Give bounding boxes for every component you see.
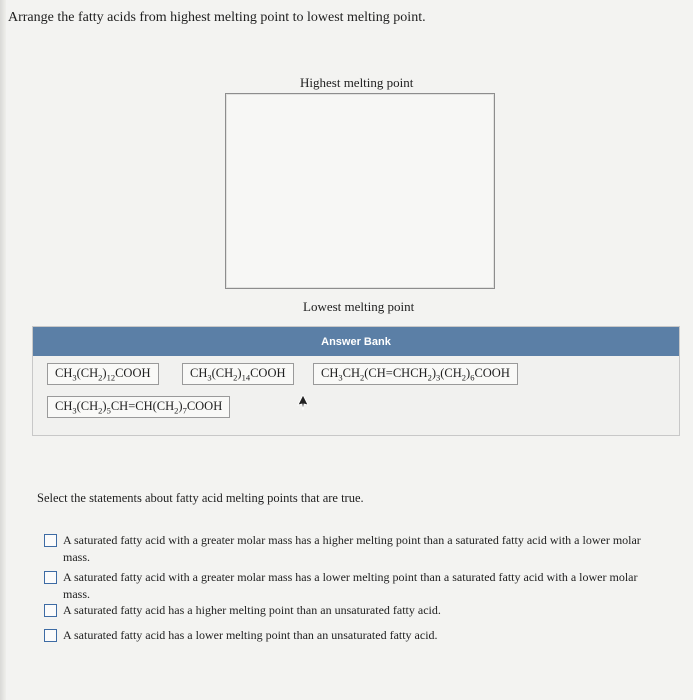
statement-option-1[interactable]	[44, 532, 644, 566]
highest-melting-label: Highest melting point	[300, 75, 414, 90]
statement-text: A saturated fatty acid with a greater molar mass has a higher melting point than a saturated fatty acid with a lower molar mass.	[63, 533, 641, 564]
checkbox-icon[interactable]	[44, 571, 57, 584]
tile-label: $CH_3(CH_2)_5CH=CH(CH_2)_7COOH$	[55, 398, 223, 416]
question-title: Arrange the fatty acids from highest melting point to lowest melting point.	[8, 10, 426, 25]
tile-label: $CH_3CH_2(CH=CHCH_2)_3(CH_2)_6COOH$	[321, 365, 510, 383]
mouse-cursor-icon	[297, 395, 309, 411]
tile-label: $CH_3(CH_2)_{14}COOH$	[190, 365, 286, 383]
statement-text: A saturated fatty acid with a greater molar mass has a lower melting point than a saturated fatty acid with a lower molar mass.	[63, 570, 638, 601]
statement-text: A saturated fatty acid has a lower melting point than an unsaturated fatty acid.	[63, 628, 438, 642]
ranking-drop-zone[interactable]	[225, 93, 495, 289]
answer-bank	[32, 326, 680, 436]
tile-label: $CH_3(CH_2)_{12}COOH$	[55, 365, 151, 383]
statement-option-3[interactable]	[44, 602, 644, 619]
tile-myristic-acid[interactable]	[47, 363, 159, 385]
tile-oleic-type-acid[interactable]	[47, 396, 230, 418]
answer-bank-header: Answer Bank	[33, 327, 679, 356]
tile-linolenic-acid[interactable]	[313, 363, 518, 385]
statements-prompt: Select the statements about fatty acid melting points that are true.	[37, 491, 364, 505]
statement-option-2[interactable]	[44, 569, 644, 603]
statement-option-4[interactable]	[44, 627, 644, 644]
left-edge-shadow	[0, 0, 6, 700]
checkbox-icon[interactable]	[44, 534, 57, 547]
tile-palmitic-acid[interactable]	[182, 363, 294, 385]
checkbox-icon[interactable]	[44, 629, 57, 642]
lowest-melting-label: Lowest melting point	[303, 299, 415, 314]
checkbox-icon[interactable]	[44, 604, 57, 617]
statement-text: A saturated fatty acid has a higher melting point than an unsaturated fatty acid.	[63, 603, 441, 617]
